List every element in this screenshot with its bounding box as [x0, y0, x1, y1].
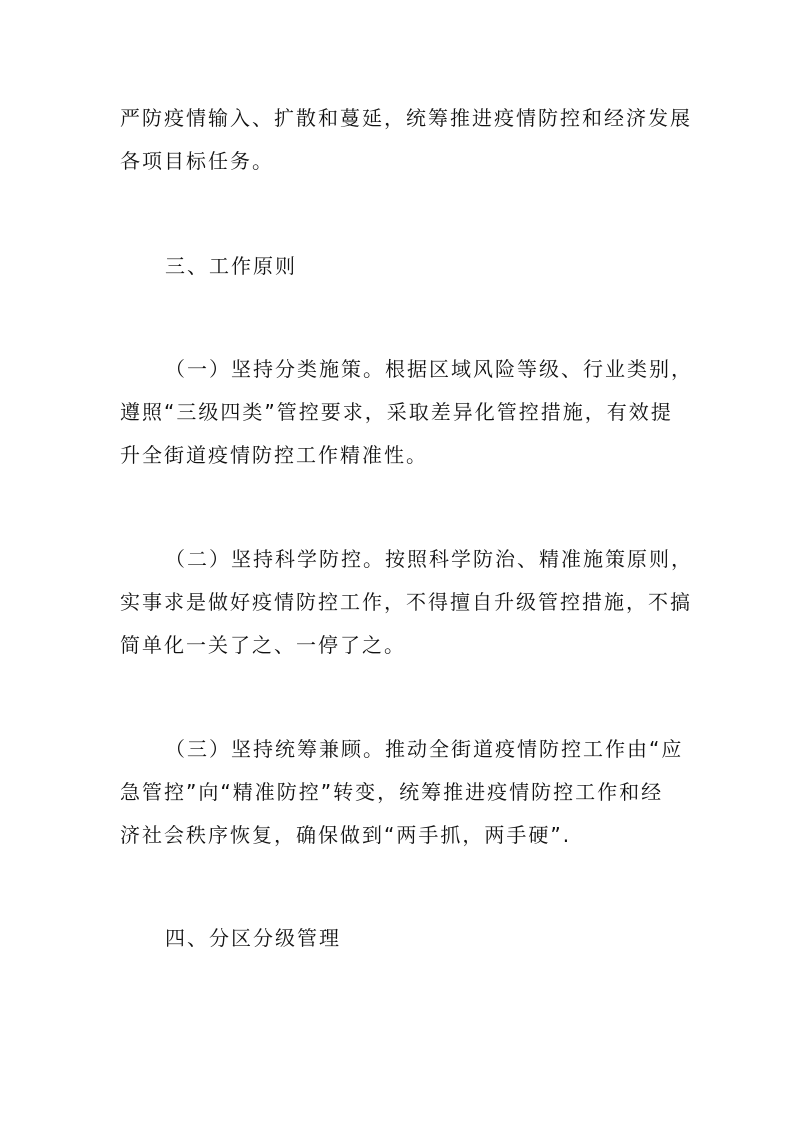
section-heading: 四、分区分级管理 — [165, 926, 341, 950]
paragraph-line: 各项目标任务。 — [120, 149, 274, 173]
section-heading: 三、工作原则 — [165, 254, 297, 278]
paragraph-line: 遵照“三级四类”管控要求，采取差异化管控措施，有效提 — [120, 400, 673, 424]
paragraph-line: （三）坚持统筹兼顾。推动全街道疫情防控工作由“应 — [165, 737, 684, 761]
paragraph-line: 急管控”向“精准防控”转变，统筹推进疫情防控工作和经 — [120, 780, 664, 804]
paragraph-line: 升全街道疫情防控工作精准性。 — [120, 443, 428, 467]
paragraph-line: 济社会秩序恢复，确保做到“两手抓，两手硬”. — [120, 823, 572, 847]
paragraph-line: 简单化一关了之、一停了之。 — [120, 633, 406, 657]
paragraph-line: （二）坚持科学防控。按照科学防治、精准施策原则， — [165, 547, 693, 571]
paragraph-line: 实事求是做好疫情防控工作，不得擅自升级管控措施，不搞 — [120, 590, 692, 614]
paragraph-line: 严防疫情输入、扩散和蔓延，统筹推进疫情防控和经济发展 — [120, 106, 692, 130]
paragraph-line: （一）坚持分类施策。根据区域风险等级、行业类别， — [165, 357, 693, 381]
